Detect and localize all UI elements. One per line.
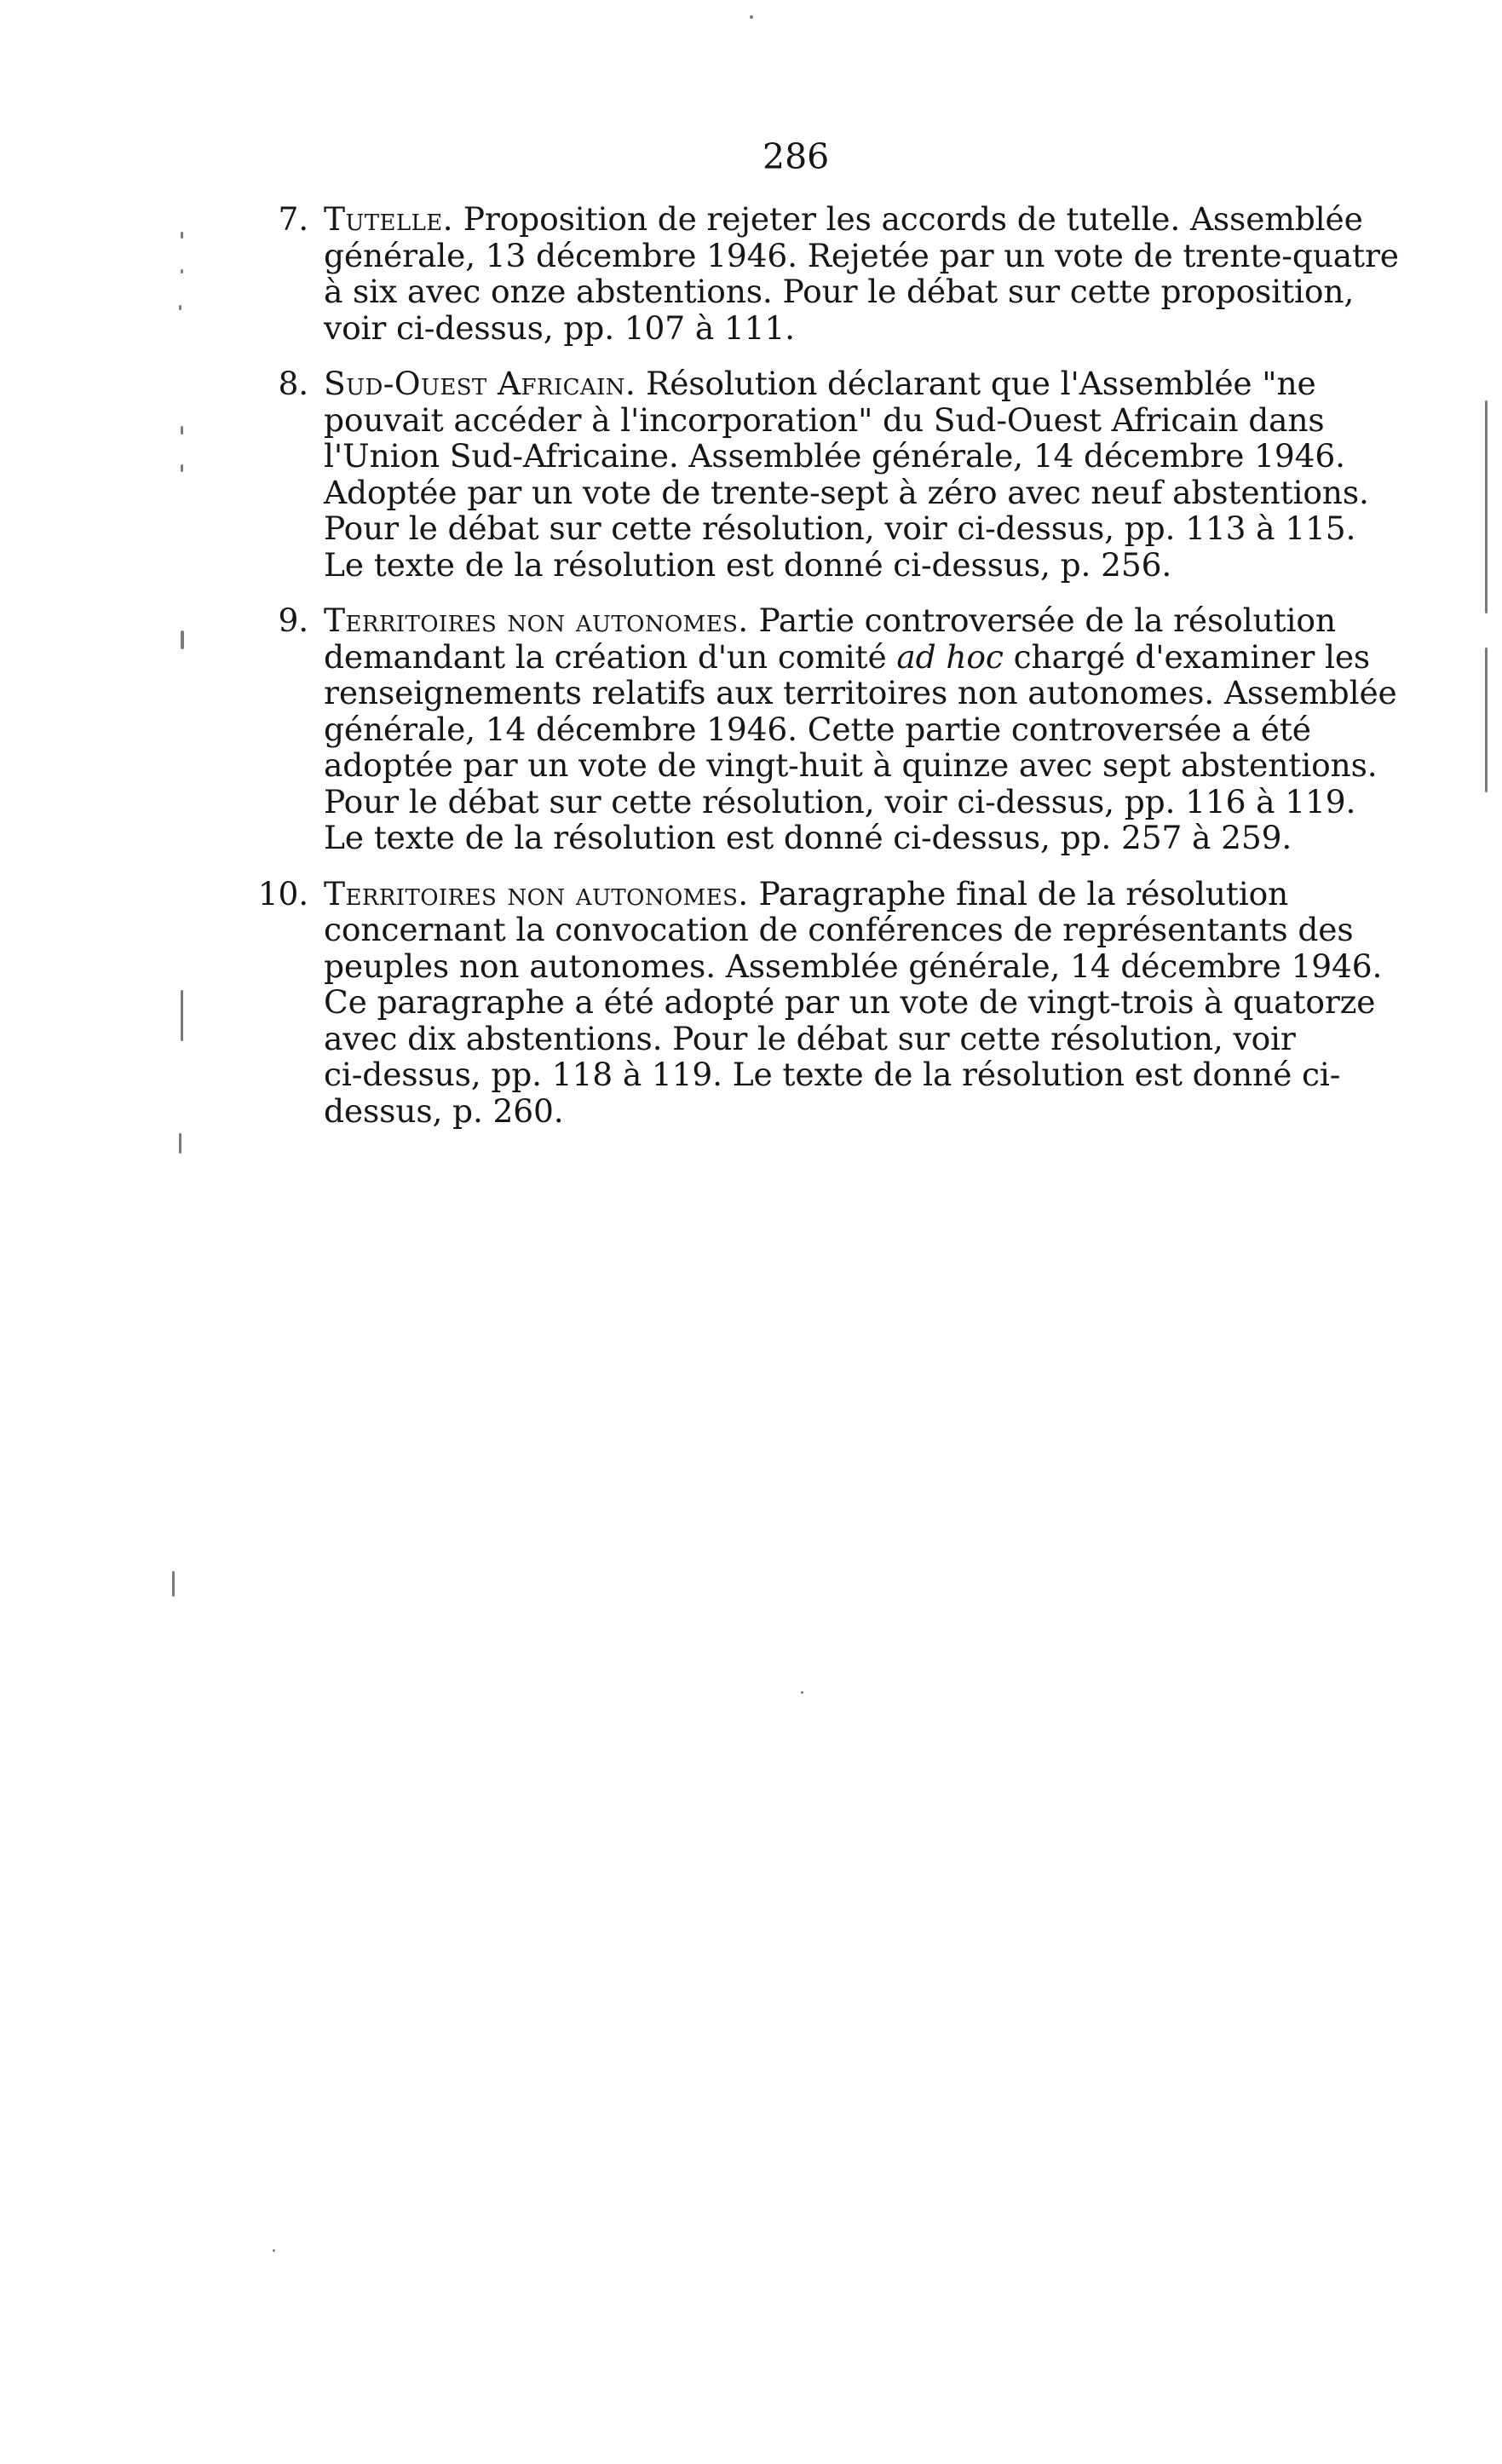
scan-speck: [181, 269, 183, 273]
entry-number: 7.: [278, 200, 308, 238]
scan-speck: [801, 1691, 803, 1694]
entry-text: demandant la création d'un comité: [324, 637, 897, 676]
entry-line: l'Union Sud-Africaine. Assemblée générale, 14 décembre 1946.: [324, 437, 1345, 475]
entry-7: [278, 200, 1399, 347]
entry-topic: Tutelle.: [324, 200, 453, 238]
entry-10: [257, 874, 1383, 1130]
entry-number: 8.: [278, 365, 308, 402]
scan-speck: [273, 2249, 275, 2252]
scan-speck: [172, 1571, 175, 1597]
entry-number: 9.: [278, 602, 308, 639]
entry-number: 10.: [257, 874, 308, 912]
entry-line: [324, 639, 1380, 676]
entry-line: [324, 602, 1380, 639]
entry-line: renseignements relatifs aux territoires non autonomes. Assemblée: [324, 674, 1397, 711]
scan-speck: [181, 426, 183, 435]
entry-text: Proposition de rejeter les accords de tutelle. Assemblée: [463, 200, 1363, 238]
entry-line: Ce paragraphe a été adopté par un vote de vingt-trois à quatorze: [324, 983, 1376, 1021]
entry-line: Adoptée par un vote de trente-sept à zéro avec neuf abstentions.: [324, 473, 1369, 511]
entry-line: générale, 13 décembre 1946. Rejetée par un vote de trente-quatre: [324, 236, 1399, 274]
entry-text: Paragraphe final de la résolution: [758, 874, 1289, 912]
entry-line: générale, 14 décembre 1946. Cette partie controversée a été: [324, 710, 1311, 748]
entry-line: adoptée par un vote de vingt-huit à quinze avec sept abstentions.: [324, 746, 1378, 784]
scan-speck: [181, 630, 184, 649]
entry-line: voir ci-dessus, pp. 107 à 111.: [324, 308, 795, 347]
scan-speck: [181, 990, 183, 1041]
scan-speck: [179, 1133, 181, 1154]
page-number: 286: [763, 136, 830, 177]
entry-line: avec dix abstentions. Pour le débat sur cette résolution, voir: [324, 1019, 1296, 1057]
entry-line: Le texte de la résolution est donné ci-dessus, p. 256.: [324, 545, 1172, 584]
entry-line: pouvait accéder à l'incorporation" du Sud-Ouest Africain dans: [324, 400, 1325, 439]
entry-line: Pour le débat sur cette résolution, voir ci-dessus, pp. 116 à 119.: [324, 782, 1356, 820]
scan-speck: [1485, 648, 1488, 792]
italic-term: ad hoc: [896, 637, 1004, 676]
entry-line: concernant la convocation de conférences de représentants des: [324, 911, 1354, 948]
entry-line: [324, 366, 1380, 402]
scan-speck: [1485, 400, 1488, 613]
entry-topic: Sud-Ouest Africain.: [324, 365, 636, 402]
entry-line: [324, 876, 1380, 912]
entry-line: ci-dessus, pp. 118 à 119. Le texte de la résolution est donné ci-: [324, 1056, 1341, 1093]
entry-line: dessus, p. 260.: [324, 1091, 564, 1130]
entry-text: chargé d'examiner les: [1003, 637, 1371, 676]
entry-line: Pour le débat sur cette résolution, voir ci-dessus, pp. 113 à 115.: [324, 509, 1356, 547]
vote-entries-list: [0, 201, 1502, 1129]
entry-8: [278, 365, 1380, 584]
scan-speck: [181, 464, 183, 472]
entry-text: Résolution déclarant que l'Assemblée "ne: [646, 365, 1316, 402]
entry-line: peuples non autonomes. Assemblée générale, 14 décembre 1946.: [324, 947, 1383, 985]
entry-topic: Territoires non autonomes.: [324, 874, 749, 912]
entry-line: Le texte de la résolution est donné ci-dessus, pp. 257 à 259.: [324, 819, 1292, 856]
entry-line: à six avec onze abstentions. Pour le débat sur cette proposition,: [324, 273, 1355, 310]
entry-topic: Territoires non autonomes.: [324, 602, 749, 639]
entry-line: [324, 201, 1380, 238]
scan-speck: [750, 15, 753, 19]
scan-speck: [179, 305, 181, 310]
entry-9: [278, 602, 1397, 856]
scan-speck: [181, 232, 183, 239]
entry-text: Partie controversée de la résolution: [758, 602, 1336, 639]
